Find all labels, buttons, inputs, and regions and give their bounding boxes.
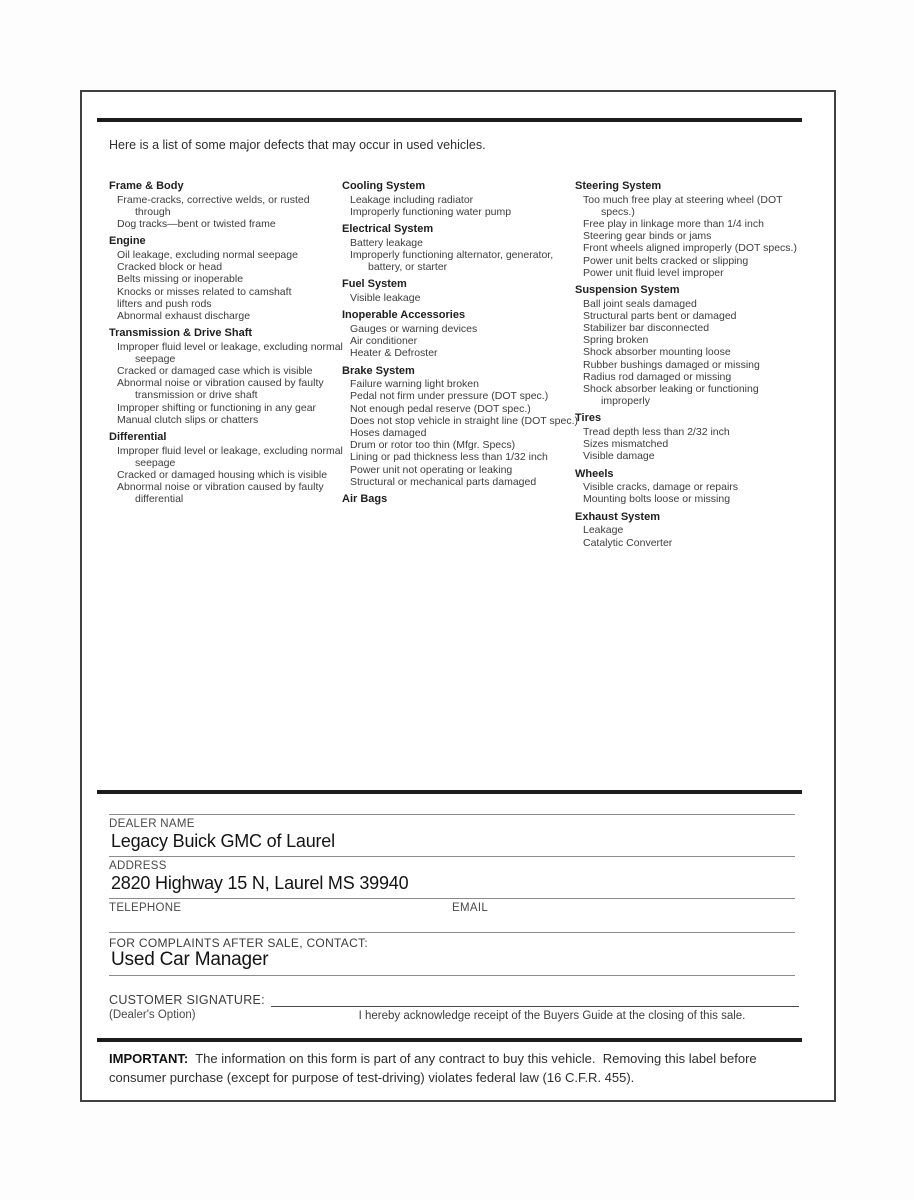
defect-item: Knocks or misses related to camshaft xyxy=(117,285,292,298)
dealer-section-divider xyxy=(97,790,802,794)
defect-item: Improper shifting or functioning in any gear xyxy=(117,401,317,414)
address-label: ADDRESS xyxy=(109,860,167,872)
defect-item: lifters and push rods xyxy=(117,297,212,310)
defect-item: Shock absorber mounting loose xyxy=(583,346,731,359)
defect-item: Improperly functioning water pump xyxy=(350,205,512,218)
defect-item: Belts missing or inoperable xyxy=(117,273,244,286)
important-divider xyxy=(97,1038,802,1042)
address-value: 2820 Highway 15 N, Laurel MS 39940 xyxy=(111,873,409,893)
defect-category-heading: Suspension System xyxy=(575,283,680,296)
defect-item: Free play in linkage more than 1/4 inch xyxy=(583,218,764,231)
defect-item: Oil leakage, excluding normal seepage xyxy=(117,249,298,262)
defect-category-heading: Transmission & Drive Shaft xyxy=(109,327,253,340)
defect-item: Not enough pedal reserve (DOT spec.) xyxy=(350,402,531,415)
defect-item: Failure warning light broken xyxy=(350,378,479,391)
defect-item: Cracked block or head xyxy=(117,261,223,274)
defect-item: Power unit not operating or leaking xyxy=(350,463,513,476)
defect-category-heading: Electrical System xyxy=(342,223,434,236)
defect-item: Front wheels aligned improperly (DOT specs.) xyxy=(583,242,797,255)
defect-item: Leakage xyxy=(583,524,624,537)
defect-item: Structural parts bent or damaged xyxy=(583,309,737,322)
defect-category-heading: Inoperable Accessories xyxy=(342,309,466,322)
defect-item: Drum or rotor too thin (Mfgr. Specs) xyxy=(350,439,516,452)
defect-item: Visible cracks, damage or repairs xyxy=(583,481,739,494)
defect-section xyxy=(342,278,578,304)
defect-item: Lining or pad thickness less than 1/32 inch xyxy=(350,451,548,464)
defect-section xyxy=(575,284,805,407)
buyers-guide-form xyxy=(80,90,836,1102)
dealer-name-label: DEALER NAME xyxy=(109,818,195,830)
defect-item: Leakage including radiator xyxy=(350,193,474,206)
defect-item: Sizes mismatched xyxy=(583,438,669,451)
customer-signature-label: CUSTOMER SIGNATURE: xyxy=(109,993,265,1007)
dealers-option-note: (Dealer's Option) xyxy=(109,1009,196,1021)
defect-item: Spring broken xyxy=(583,334,649,347)
important-notice xyxy=(109,1050,803,1088)
divider-line xyxy=(109,932,795,933)
defect-item: Cracked or damaged housing which is visible xyxy=(117,469,328,482)
defect-item: Improperly functioning alternator, generator, battery, or starter xyxy=(350,249,554,274)
defect-item: Too much free play at steering wheel (DOT specs.) xyxy=(583,193,783,218)
defect-item: Air conditioner xyxy=(350,335,418,348)
defect-section xyxy=(109,235,343,322)
defect-section xyxy=(342,365,578,488)
defect-section xyxy=(575,511,805,549)
defect-section xyxy=(342,493,578,506)
defect-item: Battery leakage xyxy=(350,236,423,249)
defect-category-heading: Tires xyxy=(575,412,602,425)
defect-section xyxy=(575,180,805,279)
defect-category-heading: Brake System xyxy=(342,364,415,377)
defect-section xyxy=(575,468,805,506)
defect-item: Cracked or damaged case which is visible xyxy=(117,365,313,378)
defect-item: Improper fluid level or leakage, excluding normal seepage xyxy=(117,444,343,469)
defect-item: Pedal not firm under pressure (DOT spec.) xyxy=(350,390,549,403)
signature-line xyxy=(271,993,799,1007)
defect-item: Manual clutch slips or chatters xyxy=(117,413,259,426)
defects-column-3 xyxy=(575,180,805,549)
important-text: The information on this form is part of any contract to buy this vehicle. Removing this label before consumer purchase (except for purpose of test-driving) violates federal law (16 C.F.R. 455). xyxy=(109,1051,761,1085)
defect-item: Stabilizer bar disconnected xyxy=(583,322,710,335)
defect-category-heading: Air Bags xyxy=(342,492,388,505)
defect-category-heading: Engine xyxy=(109,235,146,248)
defect-section xyxy=(109,180,343,230)
defects-column-1 xyxy=(109,180,343,506)
email-label: EMAIL xyxy=(452,902,489,914)
defect-item: Shock absorber leaking or functioning improperly xyxy=(583,382,759,408)
defect-item: Visible damage xyxy=(583,450,655,463)
top-divider xyxy=(97,118,802,122)
defect-item: Abnormal noise or vibration caused by faulty differential xyxy=(117,481,324,506)
customer-signature-row xyxy=(109,993,799,1007)
defect-item: Ball joint seals damaged xyxy=(583,297,697,310)
defect-item: Does not stop vehicle in straight line (DOT spec.) xyxy=(350,414,578,427)
divider-line xyxy=(109,856,795,857)
defect-item: Improper fluid level or leakage, excluding normal seepage xyxy=(117,340,343,365)
intro-text: Here is a list of some major defects that may occur in used vehicles. xyxy=(109,138,486,152)
defect-category-heading: Wheels xyxy=(575,467,614,480)
defect-item: Radius rod damaged or missing xyxy=(583,370,732,383)
acknowledgement-text: I hereby acknowledge receipt of the Buyers Guide at the closing of this sale. xyxy=(358,1010,746,1022)
defect-item: Tread depth less than 2/32 inch xyxy=(583,426,730,438)
dealer-name-value: Legacy Buick GMC of Laurel xyxy=(111,831,335,851)
defect-item: Steering gear binds or jams xyxy=(583,230,712,243)
defect-section xyxy=(109,327,343,426)
telephone-label: TELEPHONE xyxy=(109,902,182,914)
defect-category-heading: Differential xyxy=(109,431,167,443)
defects-column-2 xyxy=(342,180,578,507)
defect-item: Structural or mechanical parts damaged xyxy=(350,475,537,488)
defect-category-heading: Steering System xyxy=(575,180,662,192)
defect-item: Abnormal exhaust discharge xyxy=(117,309,251,322)
defect-section xyxy=(109,431,343,506)
complaints-contact-value: Used Car Manager xyxy=(111,949,269,970)
divider-line xyxy=(109,975,795,976)
defect-item: Power unit belts cracked or slipping xyxy=(583,254,749,267)
defect-item: Mounting bolts loose or missing xyxy=(583,493,731,506)
defect-item: Abnormal noise or vibration caused by faulty transmission or drive shaft xyxy=(117,377,324,402)
divider-line xyxy=(109,814,795,815)
defect-item: Rubber bushings damaged or missing xyxy=(583,358,760,371)
complaints-contact-label: FOR COMPLAINTS AFTER SALE, CONTACT: xyxy=(109,936,368,950)
defect-section xyxy=(342,180,578,218)
defect-section xyxy=(575,412,805,462)
defect-item: Power unit fluid level improper xyxy=(583,266,724,279)
defect-item: Frame-cracks, corrective welds, or rusted through xyxy=(117,193,310,218)
defect-section xyxy=(342,309,578,359)
important-label: IMPORTANT: xyxy=(109,1051,189,1066)
defect-item: Heater & Defroster xyxy=(350,347,438,360)
defect-item: Hoses damaged xyxy=(350,426,427,439)
defect-section xyxy=(342,223,578,273)
defect-item: Catalytic Converter xyxy=(583,536,673,549)
defect-item: Gauges or warning devices xyxy=(350,323,478,336)
defect-category-heading: Frame & Body xyxy=(109,180,184,192)
defect-category-heading: Cooling System xyxy=(342,180,426,192)
defect-category-heading: Exhaust System xyxy=(575,510,660,523)
defect-item: Visible leakage xyxy=(350,292,421,305)
divider-line xyxy=(109,898,795,899)
defect-category-heading: Fuel System xyxy=(342,278,407,291)
defect-item: Dog tracks—bent or twisted frame xyxy=(117,218,276,231)
